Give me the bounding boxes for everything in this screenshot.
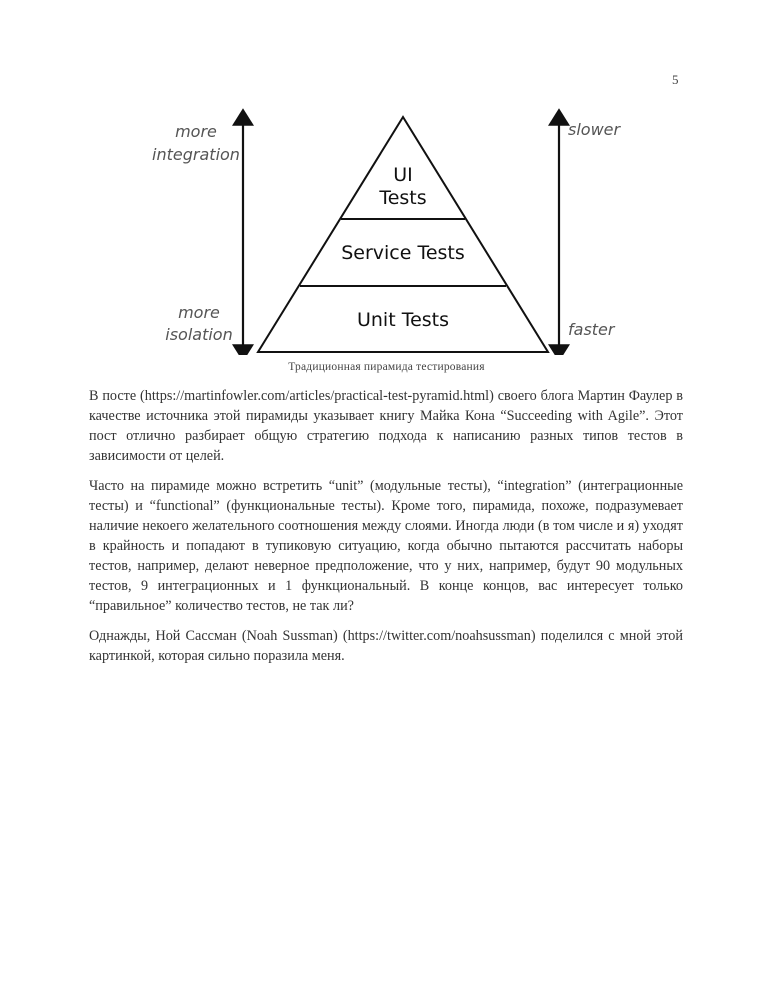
- service-tests-label: Service Tests: [341, 242, 465, 264]
- page-number: 5: [672, 72, 679, 87]
- more-integration-line1: more: [175, 122, 217, 141]
- ui-tests-line1: UI: [393, 164, 413, 186]
- test-pyramid-figure: [140, 105, 640, 355]
- paragraph-2: Часто на пирамиде можно встретить “unit” (модульные тесты), “integration” (интеграционные тесты) и “functional” (функциональные тесты). Кроме того, пирамида, похоже, подразумевает наличие некоего желательного соотношения между слоями. Иногда люди (в том числе и я) уходят в крайность и попадают в тупиковую ситуацию, когда обычно пытаются рассчитать наборы тестов, например, делают неверное предположение, что у них, например, будут 90 модульных тестов, 9 интеграционных и 1 функциональный. В конце концов, вас интересует только “правильное” количество тестов, не так ли?: [89, 478, 683, 614]
- more-isolation-line1: more: [178, 303, 220, 322]
- figure-caption: Традиционная пирамида тестирования: [288, 361, 485, 373]
- ui-tests-line2: Tests: [379, 187, 427, 209]
- slower-label: slower: [568, 120, 621, 139]
- more-integration-line2: integration: [152, 145, 240, 164]
- body-text: [89, 386, 683, 676]
- paragraph-1: В посте (https://martinfowler.com/articles/practical-test-pyramid.html) своего блога Мартин Фаулер в качестве источника этой пирамиды указывает книгу Майка Кона “Succeeding with Agile”. Этот пост отлично разбирает общую стратегию подхода к написанию разных типов тестов в зависимости от целей.: [89, 388, 683, 464]
- paragraph-3: Однажды, Ной Сассман (Noah Sussman) (https://twitter.com/noahsussman) поделился с мной этой картинкой, которая сильно поразила меня.: [89, 628, 683, 664]
- unit-tests-label: Unit Tests: [356, 309, 450, 331]
- more-isolation-line2: isolation: [165, 325, 233, 344]
- faster-label: faster: [568, 320, 615, 339]
